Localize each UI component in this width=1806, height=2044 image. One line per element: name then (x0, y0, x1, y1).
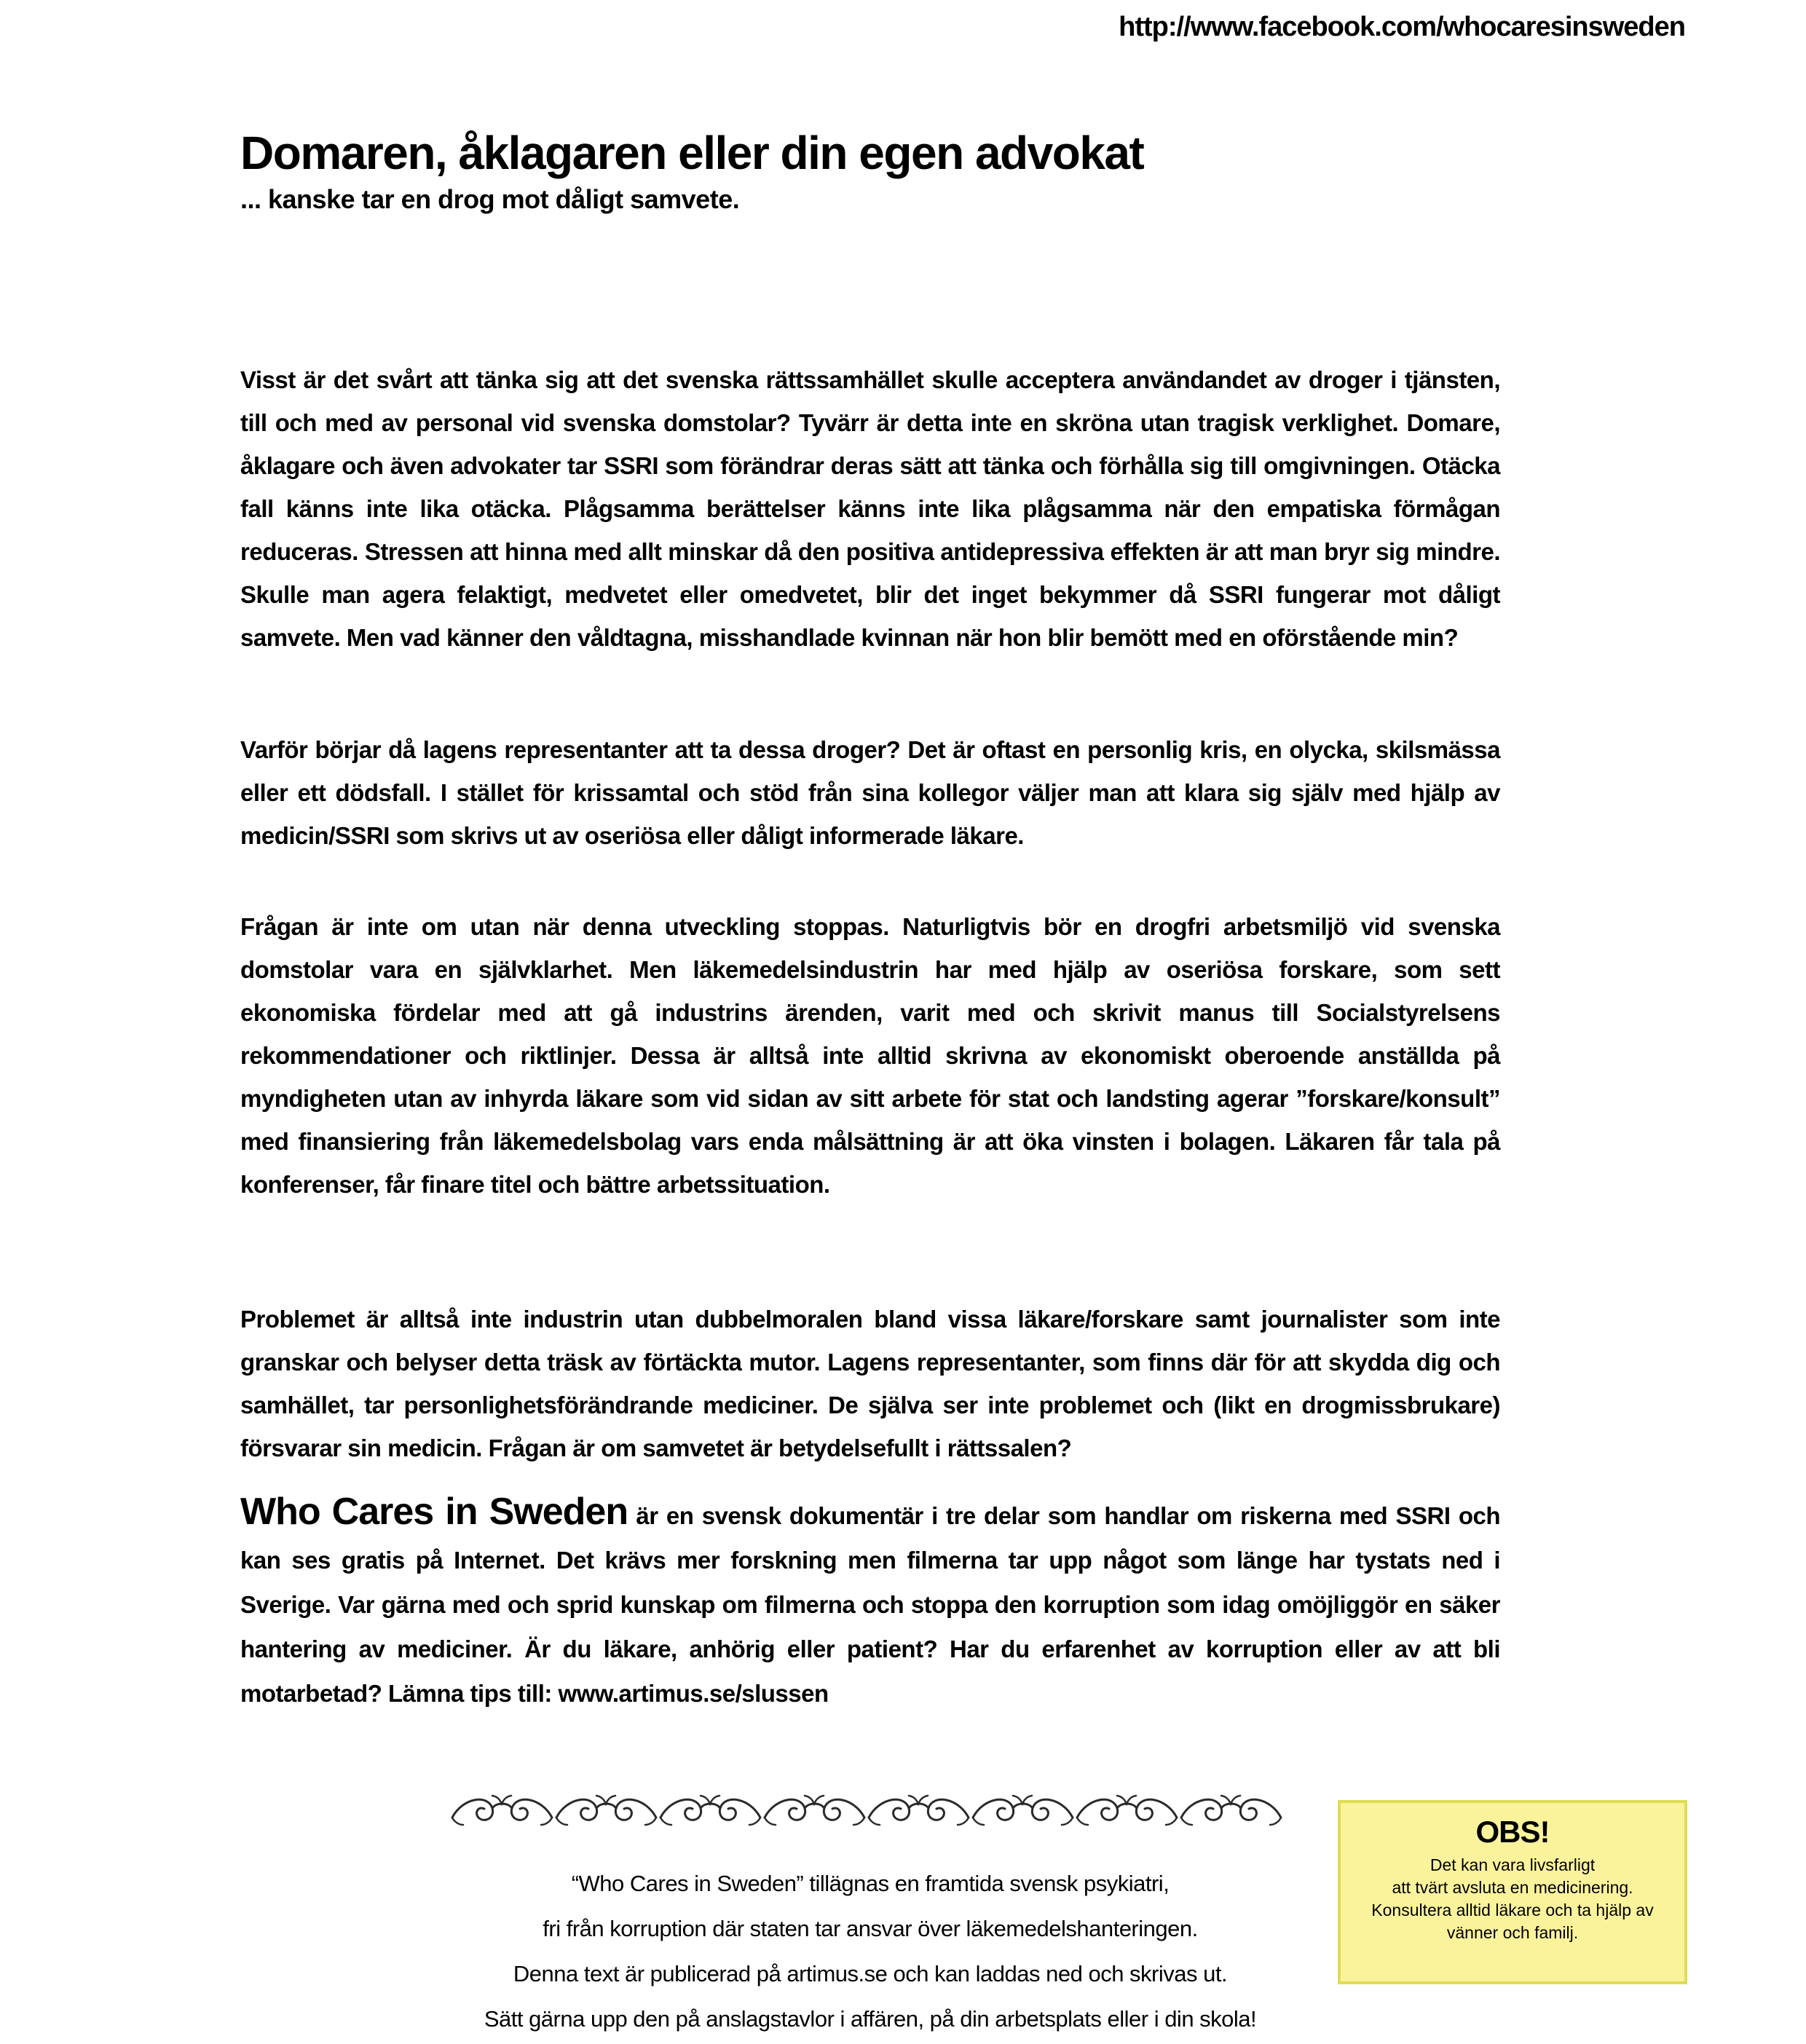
floral-divider-ornament (448, 1790, 1285, 1832)
body-paragraph-3: Frågan är inte om utan när denna utveckling stoppas. Naturligtvis bör en drogfri arbetsmiljö vid svenska domstolar vara en självklarhet. Men läkemedelsindustrin har med hjälp av oseriösa forskare, som sett ekonomiska fördelar med att gå industrins ärenden, varit med och skrivit manus till Socialstyrelsens rekommendationer och riktlinjer. Dessa är alltså inte alltid skrivna av ekonomiskt oberoende anställda på myndigheten utan av inhyrda läkare som vid sidan av sitt arbete för stat och landsting agerar ”forskare/konsult” med finansiering från läkemedelsbolag vars enda målsättning är att öka vinsten i bolagen. Läkaren får tala på konferenser, får finare titel och bättre arbetssituation. (240, 913, 1500, 1198)
footer-line-2: fri från korruption där staten tar ansvar över läkemedelshanteringen. (543, 1916, 1198, 1941)
obs-title: OBS! (1475, 1815, 1550, 1849)
page-subtitle: ... kanske tar en drog mot dåligt samvete. (240, 184, 740, 215)
title-block (240, 128, 1500, 215)
who-cares-text: är en svensk dokumentär i tre delar som handlar om riskerna med SSRI och kan ses gratis på Internet. Det krävs mer forskning men filmerna tar upp något som länge har tystats ned i Sverige. Var gärna med och sprid kunskap om filmerna och stoppa den korruption som idag omöjliggör en säker hantering av mediciner. Är du läkare, anhörig eller patient? Har du erfarenhet av korruption eller av att bli motarbetad? Lämna tips till: www.artimus.se/slussen (240, 1502, 1500, 1707)
footer-line-3: Denna text är publicerad på artimus.se och kan laddas ned och skrivas ut. (513, 1961, 1228, 1986)
obs-line-4: vänner och familj. (1446, 1923, 1579, 1942)
who-cares-heading: Who Cares in Sweden (240, 1491, 628, 1533)
body-paragraph-1: Visst är det svårt att tänka sig att det svenska rättssamhället skulle acceptera användandet av droger i tjänsten, till och med av personal vid svenska domstolar? Tyvärr är detta inte en skröna utan tragisk verklighet. Domare, åklagare och även advokater tar SSRI som förändrar deras sätt att tänka och förhålla sig till omgivningen. Otäcka fall känns inte lika otäcka. Plågsamma berättelser känns inte lika plågsamma när den empatiska förmågan reduceras. Stressen att hinna med allt minskar då den positiva antidepressiva effekten är att man bryr sig mindre. Skulle man agera felaktigt, medvetet eller omedvetet, blir det inget bekymmer då SSRI fungerar mot dåligt samvete. Men vad känner den våldtagna, misshandlade kvinnan när hon blir bemött med en oförstående min? (240, 366, 1500, 651)
facebook-url-header: http://www.facebook.com/whocaresinsweden (1119, 12, 1685, 42)
footer-dedication (240, 1861, 1500, 2042)
body-paragraph-4: Problemet är alltså inte industrin utan dubbelmoralen bland vissa läkare/forskare samt journalister som inte granskar och belyser detta träsk av förtäckta mutor. Lagens representanter, som finns där för att skydda dig och samhället, tar personlighetsförändrande mediciner. De själva ser inte problemet och (likt en drogmissbrukare) försvarar sin medicin. Frågan är om samvetet är betydelsefullt i rättssalen? (240, 1306, 1500, 1461)
who-cares-section (240, 1493, 1500, 1716)
obs-warning-box (1338, 1800, 1687, 1984)
page-title: Domaren, åklagaren eller din egen advokat (240, 127, 1144, 179)
obs-line-3: Konsultera alltid läkare och ta hjälp av (1371, 1901, 1654, 1919)
floral-scroll-icon (448, 1790, 1285, 1832)
footer-line-4: Sätt gärna upp den på anslagstavlor i affären, på din arbetsplats eller i din skola! (484, 2006, 1257, 2032)
footer-line-1: “Who Cares in Sweden” tillägnas en framtida svensk psykiatri, (571, 1871, 1170, 1896)
body-paragraph-2: Varför börjar då lagens representanter att ta dessa droger? Det är oftast en personlig kris, en olycka, skilsmässa eller ett dödsfall. I stället för krissamtal och stöd från sina kollegor väljer man att klara sig själv med hjälp av medicin/SSRI som skrivs ut av oseriösa eller dåligt informerade läkare. (240, 736, 1500, 849)
obs-line-1: Det kan vara livsfarligt (1430, 1855, 1596, 1874)
obs-line-2: att tvärt avsluta en medicinering. (1392, 1878, 1633, 1897)
